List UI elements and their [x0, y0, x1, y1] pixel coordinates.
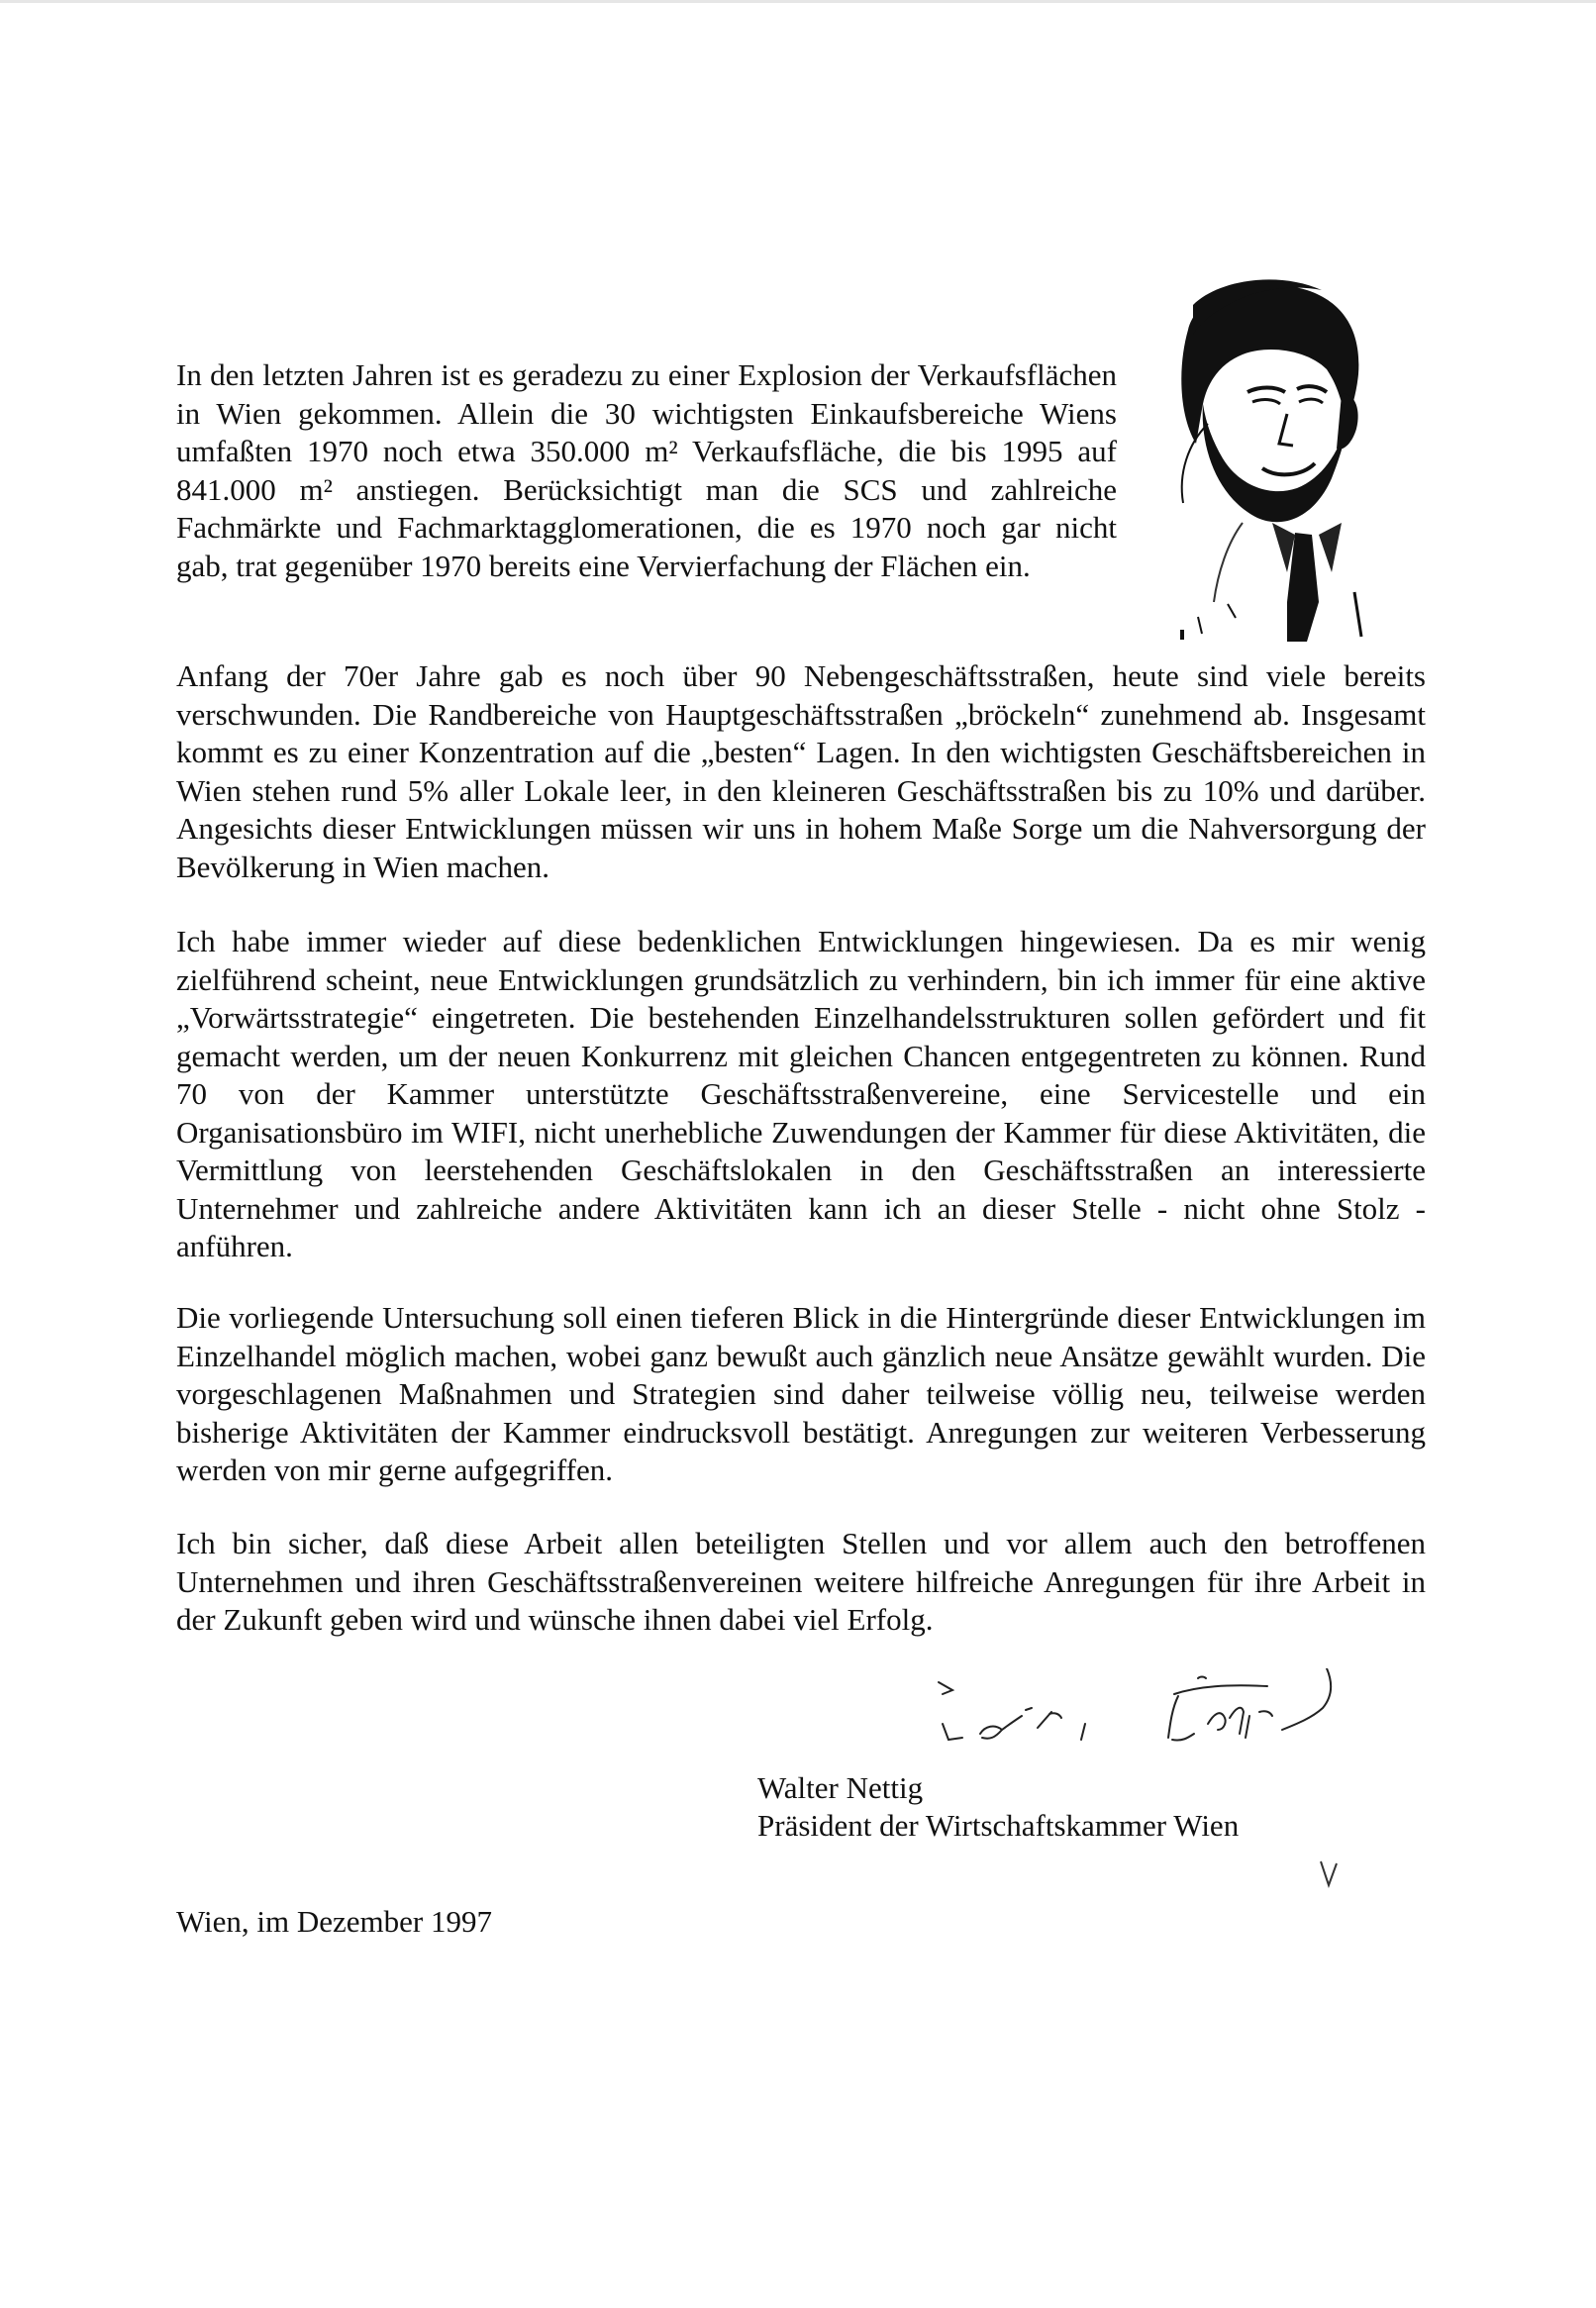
portrait-photo [1148, 275, 1376, 642]
paragraph-3: Ich habe immer wieder auf diese bedenklichen Entwicklungen hingewiesen. Da es mir wenig zielführend scheint, neue Entwicklungen grundsätzlich zu verhindern, bin ich immer für eine aktive „Vorwärtsstrategie“ eingetreten. Die bestehenden Einzelhandelsstrukturen sollen gefördert und fit gemacht werden, um der neuen Konkurrenz mit gleichen Chancen entgegentreten zu können. Rund 70 von der Kammer unterstützte Geschäftsstraßenvereine, eine Servicestelle und ein Organisationsbüro im WIFI, nicht unerhebliche Zuwendungen der Kammer für diese Aktivitäten, die Vermittlung von leerstehenden Geschäftslokalen in den Geschäftsstraßen an interessierte Unternehmer und zahlreiche andere Aktivitäten kann ich an dieser Stelle - nicht ohne Stolz - anführen. [176, 924, 1426, 1263]
signer-title: Präsident der Wirtschaftskammer Wien [757, 1808, 1240, 1843]
scan-edge [0, 0, 1596, 3]
paragraph-2: Anfang der 70er Jahre gab es noch über 90 Nebengeschäftsstraßen, heute sind viele bereits verschwunden. Die Randbereiche von Hauptgeschäftsstraßen „bröckeln“ zunehmend ab. Insgesamt kommt es zu einer Konzentration auf die „besten“ Lagen. In den wichtigsten Geschäftsbereichen in Wien stehen rund 5% aller Lokale leer, in den kleineren Geschäftsstraßen bis zu 10% und darüber. Angesichts dieser Entwicklungen müssen wir uns in hohem Maße Sorge um die Nahversorgung der Bevölkerung in Wien machen. [176, 658, 1426, 884]
handwritten-mark [1315, 1832, 1345, 1891]
paragraph-1: In den letzten Jahren ist es geradezu zu einer Explosion der Verkaufsflächen in Wien gekommen. Allein die 30 wichtigsten Einkaufsbereiche Wiens umfaßten 1970 noch etwa 350.000 m² Verkaufsfläche, die bis 1995 auf 841.000 m² anstiegen. Berücksichtigt man die SCS und zahlreiche Fachmärkte und Fachmarktagglomerationen, die es 1970 noch gar nicht gab, trat gegenüber 1970 bereits eine Vervierfachung der Flächen ein. [176, 357, 1117, 583]
paragraph-4: Die vorliegende Untersuchung soll einen tieferen Blick in die Hintergründe dieser Entwicklungen im Einzelhandel möglich machen, wobei ganz bewußt auch gänzlich neue Ansätze gewählt wurden. Die vorgeschlagenen Maßnahmen und Strategien sind daher teilweise völlig neu, teilweise werden bisherige Aktivitäten der Kammer eindrucksvoll bestätigt. Anregungen zur weiteren Verbesserung werden von mir gerne aufgegriffen. [176, 1300, 1426, 1487]
signer-block [757, 1769, 1239, 1845]
signer-name: Walter Nettig [757, 1770, 924, 1805]
paragraph-5: Ich bin sicher, daß diese Arbeit allen beteiligten Stellen und vor allem auch den betroffenen Unternehmen und ihren Geschäftsstraßenvereinen weitere hilfreiche Anregungen für ihre Arbeit in der Zukunft geben wird und wünsche ihnen dabei viel Erfolg. [176, 1526, 1426, 1637]
place-date: Wien, im Dezember 1997 [176, 1904, 492, 1939]
